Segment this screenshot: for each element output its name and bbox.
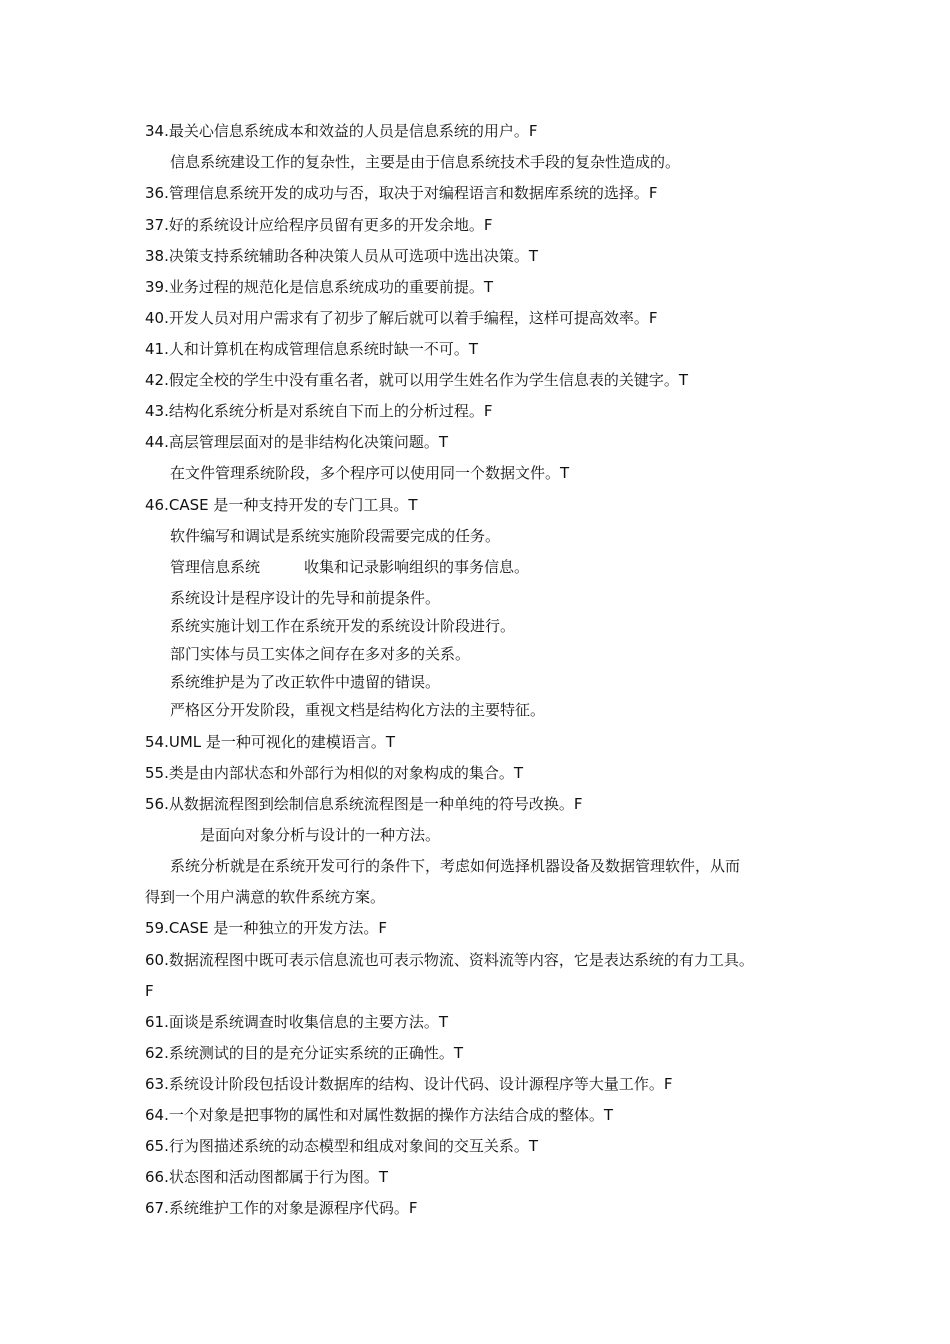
- text-line: 是面向对象分析与设计的一种方法。: [200, 826, 441, 844]
- text-line: 34.最关心信息系统成本和效益的人员是信息系统的用户。F: [145, 122, 538, 140]
- text-line: 得到一个用户满意的软件系统方案。: [145, 888, 386, 906]
- text-line: 66.状态图和活动图都属于行为图。T: [145, 1168, 389, 1186]
- text-line: 严格区分开发阶段，重视文档是结构化方法的主要特征。: [170, 701, 546, 719]
- text-line: 43.结构化系统分析是对系统自下而上的分析过程。F: [145, 402, 493, 420]
- text-line: 36.管理信息系统开发的成功与否，取决于对编程语言和数据库系统的选择。F: [145, 184, 658, 202]
- text-line: 62.系统测试的目的是充分证实系统的正确性。T: [145, 1044, 464, 1062]
- text-line: 系统维护是为了改正软件中遗留的错误。: [170, 673, 441, 691]
- text-line: 39.业务过程的规范化是信息系统成功的重要前提。T: [145, 278, 494, 296]
- text-line: 系统实施计划工作在系统开发的系统设计阶段进行。: [170, 617, 516, 635]
- text-line: 37.好的系统设计应给程序员留有更多的开发余地。F: [145, 216, 493, 234]
- text-line: 59.CASE 是一种独立的开发方法。F: [145, 919, 387, 937]
- text-line: 65.行为图描述系统的动态模型和组成对象间的交互关系。T: [145, 1137, 539, 1155]
- text-line: 54.UML 是一种可视化的建模语言。T: [145, 733, 396, 751]
- text-line: 软件编写和调试是系统实施阶段需要完成的任务。: [170, 527, 501, 545]
- text-line: 67.系统维护工作的对象是源程序代码。F: [145, 1199, 418, 1217]
- text-line: 38.决策支持系统辅助各种决策人员从可选项中选出决策。T: [145, 247, 539, 265]
- text-line: 61.面谈是系统调查时收集信息的主要方法。T: [145, 1013, 449, 1031]
- text-fragment: 管理信息系统: [170, 558, 261, 576]
- text-line: 56.从数据流程图到绘制信息系统流程图是一种单纯的符号改换。F: [145, 795, 583, 813]
- text-line: 40.开发人员对用户需求有了初步了解后就可以着手编程，这样可提高效率。F: [145, 309, 658, 327]
- text-line: 41.人和计算机在构成管理信息系统时缺一不可。T: [145, 340, 479, 358]
- text-line: 60.数据流程图中既可表示信息流也可表示物流、资料流等内容，它是表达系统的有力工具。: [145, 951, 754, 969]
- text-line: 信息系统建设工作的复杂性，主要是由于信息系统技术手段的复杂性造成的。: [170, 153, 681, 171]
- text-line: 63.系统设计阶段包括设计数据库的结构、设计代码、设计源程序等大量工作。F: [145, 1075, 673, 1093]
- text-line: 55.类是由内部状态和外部行为相似的对象构成的集合。T: [145, 764, 524, 782]
- text-line: 系统分析就是在系统开发可行的条件下，考虑如何选择机器设备及数据管理软件，从而: [170, 857, 741, 875]
- text-line: F: [145, 982, 154, 1000]
- text-line: 在文件管理系统阶段，多个程序可以使用同一个数据文件。T: [170, 464, 570, 482]
- text-line: 42.假定全校的学生中没有重名者，就可以用学生姓名作为学生信息表的关键字。T: [145, 371, 689, 389]
- text-fragment: 收集和记录影响组织的事务信息。: [304, 558, 530, 576]
- text-line: 系统设计是程序设计的先导和前提条件。: [170, 589, 441, 607]
- text-line-with-gap: [170, 557, 529, 577]
- text-line: 44.高层管理层面对的是非结构化决策问题。T: [145, 433, 449, 451]
- text-line: 部门实体与员工实体之间存在多对多的关系。: [170, 645, 471, 663]
- text-line: 64.一个对象是把事物的属性和对属性数据的操作方法结合成的整体。T: [145, 1106, 614, 1124]
- text-line: 46.CASE 是一种支持开发的专门工具。T: [145, 496, 418, 514]
